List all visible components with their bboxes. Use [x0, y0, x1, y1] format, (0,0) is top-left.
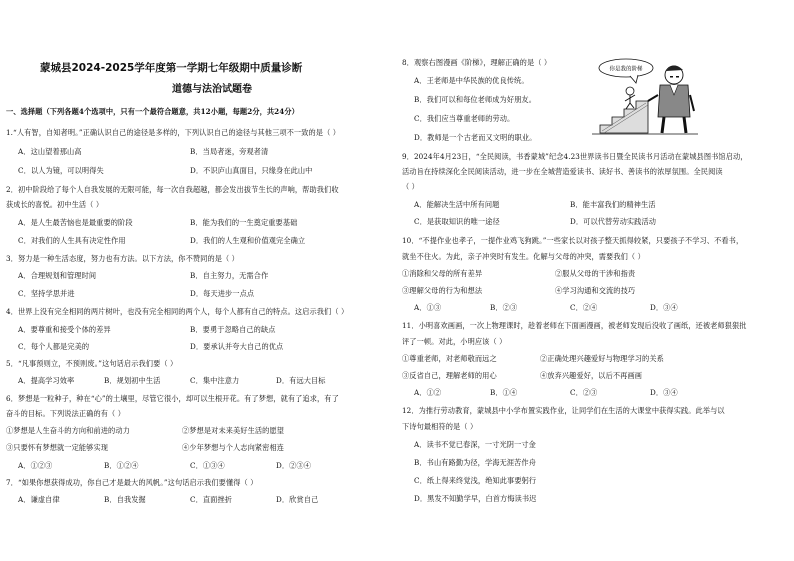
q2-option-b: B．能为我们的一生奠定重要基础 [190, 218, 298, 227]
section-heading: 一、选择题（下列各题4个选项中，只有一个最符合题意，共12小题，每题2分，共24分） [6, 107, 299, 116]
q7-option-d: D．欣赏自己 [276, 495, 319, 504]
question-6-stem-2: 奋斗的目标。下列说法正确的有（ ） [6, 409, 125, 418]
q11-statement-4: ④放弃兴趣爱好，以后不再画画 [540, 371, 643, 380]
question-9-stem-2: 活动旨在持续深化全民阅读活动，进一步在全城营造爱读书、读好书、善读书的浓厚氛围。全民阅读 [402, 167, 723, 176]
question-2-stem-2: 获成长的喜悦。初中生活（ ） [6, 200, 104, 209]
q10-statement-4: ④学习沟通和交流的技巧 [555, 286, 636, 295]
q6-statement-4: ④少年梦想与个人志向紧密相连 [182, 443, 285, 452]
q11-option-c: C．②③ [570, 388, 598, 397]
question-12-stem: 12．为推行劳动教育，蒙城县中小学布置实践作业，让同学们在生活的大课堂中获得实践。此举与以 [402, 406, 725, 415]
q2-option-d: D．我们的人生观和价值观完全确立 [190, 236, 306, 245]
q5-option-c: C．集中注意力 [190, 376, 240, 385]
q11-option-b: B．①④ [490, 388, 518, 397]
q11-statement-1: ①尊重老师，对老师敬而远之 [402, 354, 497, 363]
q6-option-a: A．①②③ [18, 461, 53, 470]
q7-option-b: B．自我发掘 [104, 495, 146, 504]
q3-option-b: B．自主努力，无需合作 [190, 271, 269, 280]
q12-option-b: B．书山有路勤为径，学海无涯苦作舟 [414, 458, 536, 467]
question-11-stem-2: 评了一顿。对此，小明应该（ ） [402, 337, 507, 346]
q5-option-a: A．提高学习效率 [18, 376, 75, 385]
q10-statement-2: ②服从父母的干涉和指责 [555, 269, 636, 278]
q4-option-d: D．要承认并夸大自己的优点 [190, 342, 284, 351]
page-title: 蒙城县2024-2025学年度第一学期七年级期中质量诊断 [40, 62, 303, 74]
speech-bubble-text: 你是我的阶梯 [609, 66, 643, 73]
question-9-stem-3: （ ） [402, 182, 419, 191]
question-3-stem: 3．努力是一种生活态度，努力也有方法。以下方法，你不赞同的是（ ） [6, 254, 239, 263]
question-6-stem: 6．梦想是一粒种子，种在“心”的土壤里，尽管它很小，却可以生根开花。有了梦想，就有了追求，有了 [6, 394, 339, 403]
q10-statement-3: ③理解父母的行为和想法 [402, 286, 483, 295]
q6-option-b: B．①②④ [104, 461, 139, 470]
question-10-stem-2: 就坐不住火。为此，亲子冲突时有发生。化解与父母的冲突，需要我们（ ） [402, 252, 645, 261]
question-7-stem: 7．“如果你想获得成功，你自己才是最大的风帆。”这句话启示我们要懂得（ ） [6, 478, 258, 487]
q11-option-d: D．③④ [650, 388, 678, 397]
q8-option-a: A．王老师是中华民族的优良传统。 [414, 76, 529, 85]
q11-statement-2: ②正确处理兴趣爱好与物理学习的关系 [540, 354, 664, 363]
q7-option-a: A．谦虚自律 [18, 495, 60, 504]
question-10-stem: 10．“不提作业也孝子，一提作业鸡飞狗跳。”一些家长以对孩子整天抓得较紧，只要孩子不学习、不看书， [402, 236, 744, 245]
question-4-stem: 4．世界上没有完全相同的两片树叶，也没有完全相同的两个人，每个人都有自己的特点。这启示我们（ ） [6, 307, 349, 316]
q1-option-c: C．以人为镜，可以明得失 [18, 166, 104, 175]
q1-option-d: D．不识庐山真面目，只缘身在此山中 [190, 166, 313, 175]
q10-option-a: A．①③ [414, 303, 442, 312]
q9-option-a: A．能解决生活中所有问题 [414, 200, 500, 209]
q2-option-a: A．是人生最苦恼也是最重要的阶段 [18, 218, 133, 227]
q12-option-a: A．读书不觉已春深，一寸光阴一寸金 [414, 440, 536, 449]
q6-statement-1: ①梦想是人生奋斗的方向和前进的动力 [6, 426, 130, 435]
q4-option-c: C．每个人都是完美的 [18, 342, 90, 351]
q12-option-c: C．纸上得来终觉浅，绝知此事要躬行 [414, 476, 537, 485]
q8-option-b: B．我们可以和每位老师成为好朋友。 [414, 95, 536, 104]
q1-option-b: B．当局者迷，旁观者清 [190, 147, 269, 156]
q8-option-d: D．教师是一个古老而又文明的职业。 [414, 133, 537, 142]
q9-option-c: C．是获取知识的唯一途径 [414, 217, 500, 226]
question-1-stem: 1.“人有智，自知者明。”正确认识自己的途径是多样的，下列认识自己的途径与其他三项不一致的是（ ） [6, 128, 341, 137]
q6-option-d: D．②③④ [276, 461, 312, 470]
student-figure [626, 87, 634, 95]
page-subtitle: 道德与法治试题卷 [172, 84, 252, 95]
q3-option-c: C．坚持学思并进 [18, 289, 75, 298]
question-12-stem-2: 下诗句最相符的是（ ） [402, 422, 478, 431]
q8-option-c: C．我们应当尊重老师的劳动。 [414, 114, 515, 123]
question-5-stem: 5．“凡事预则立，不预则废。”这句话启示我们要（ ） [6, 359, 178, 368]
question-2-stem: 2．初中阶段给了每个人自我发展的无限可能，每一次自我超越，都会发出拔节生长的声响，帮助我们收 [6, 185, 339, 194]
q1-option-a: A．这山望着那山高 [18, 147, 82, 156]
q6-statement-3: ③只要怀有梦想就一定能够实现 [6, 443, 109, 452]
question-9-stem: 9．2024年4月23日，“全民阅读，书香蒙城”纪念4.23世界读书日暨全民读书月活动在蒙城县图书馆启动， [402, 152, 748, 161]
q11-statement-3: ③反省自己，理解老师的用心 [402, 371, 497, 380]
q9-option-d: D．可以代替劳动实践活动 [570, 217, 657, 226]
question-11-stem: 11．小明喜欢画画，一次上物理课时，趁着老师在下面画漫画，被老师发现后没收了画纸，还被老师狠狠批 [402, 321, 747, 330]
q3-option-a: A．合理规划和管理时间 [18, 271, 97, 280]
q3-option-d: D．每天进步一点点 [190, 289, 255, 298]
q6-statement-2: ②梦想是对未来美好生活的愿望 [182, 426, 285, 435]
q2-option-c: C．对我们的人生具有决定性作用 [18, 236, 126, 245]
q9-option-b: B．能丰富我们的精神生活 [570, 200, 656, 209]
q11-option-a: A．①② [414, 388, 442, 397]
q4-option-b: B．要勇于忽略自己的缺点 [190, 325, 276, 334]
ladder-cartoon-illustration [590, 55, 700, 135]
q6-option-c: C．①③④ [190, 461, 225, 470]
q5-option-b: B．规划初中生活 [104, 376, 161, 385]
q4-option-a: A．要尊重和接受个体的差异 [18, 325, 111, 334]
q10-option-d: D．③④ [650, 303, 678, 312]
q5-option-d: D．有远大目标 [276, 376, 326, 385]
q12-option-d: D．黑发不知勤学早，白首方悔读书迟 [414, 494, 537, 503]
q7-option-c: C．直面挫折 [190, 495, 233, 504]
question-8-stem: 8．观察右图漫画《阶梯》，理解正确的是（ ） [402, 58, 552, 67]
q10-option-c: C．②④ [570, 303, 598, 312]
q10-option-b: B．②③ [490, 303, 518, 312]
q10-statement-1: ①消除和父母的所有差异 [402, 269, 483, 278]
